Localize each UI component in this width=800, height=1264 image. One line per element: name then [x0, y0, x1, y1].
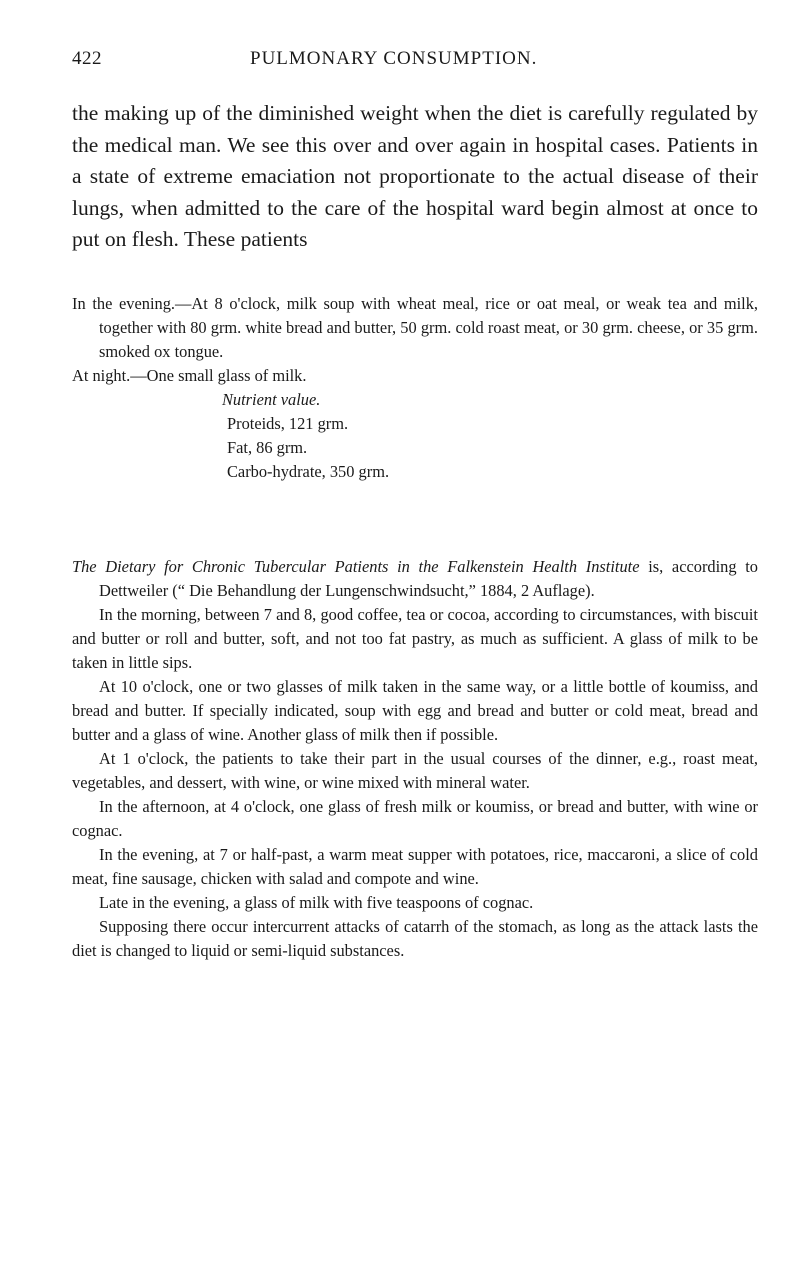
nutrient-row-carbohydrate: Carbo-hydrate, 350 grm. — [227, 462, 390, 481]
evening-text: —At 8 o'clock, milk soup with wheat meal, rice or oat meal, or weak tea and milk, together with 80 grm. white bread and butter, 50 grm. cold roast meat, or 30 grm. cheese, or 35 grm. smoked ox tongue. — [99, 294, 758, 361]
schedule-afternoon: In the afternoon, at 4 o'clock, one glass of fresh milk or koumiss, or bread and butter, with wine or cognac. — [72, 797, 758, 840]
running-title: PULMONARY CONSUMPTION. — [250, 48, 538, 69]
falkenstein-dietary — [72, 555, 758, 963]
nutrient-row-fat: Fat, 86 grm. — [227, 438, 308, 457]
night-entry — [72, 364, 758, 388]
night-label: At night. — [72, 366, 131, 385]
falkenstein-title: The Dietary for Chronic Tubercular Patients in the Falkenstein Health Institute — [72, 557, 640, 576]
nutrient-row-proteids: Proteids, 121 grm. — [227, 414, 349, 433]
schedule-morning: In the morning, between 7 and 8, good coffee, tea or cocoa, according to circumstances, with biscuit and butter or roll and butter, soft, and not too fat pastry, as much as sufficient. A glass of milk to be taken in little sips. — [72, 605, 758, 672]
page-number: 422 — [72, 48, 102, 69]
falkenstein-intro — [72, 555, 758, 603]
hospital-diet-list — [72, 292, 758, 484]
night-text: —One small glass of milk. — [130, 366, 307, 385]
schedule-1-oclock: At 1 o'clock, the patients to take their part in the usual courses of the dinner, e.g., roast meat, vegetables, and dessert, with wine, or wine mixed with mineral water. — [72, 749, 758, 792]
falkenstein-source: is, according to Dettweiler (“ Die Behandlung der Lungenschwindsucht,” 1884, 2 Auflage). — [99, 557, 758, 600]
schedule-catarrh-note: Supposing there occur intercurrent attacks of catarrh of the stomach, as long as the attack lasts the diet is changed to liquid or semi-liquid substances. — [72, 917, 758, 960]
intro-paragraph: the making up of the diminished weight when the diet is carefully regulated by the medical man. We see this over and over again in hospital cases. Patients in a state of extreme emaciation not proportionate to the actual disease of their lungs, when admitted to the care of the hospital ward begin almost at once to put on flesh. These patients — [72, 101, 758, 251]
intro-text — [72, 98, 758, 256]
evening-entry — [72, 292, 758, 364]
schedule-evening: In the evening, at 7 or half-past, a warm meat supper with potatoes, rice, maccaroni, a slice of cold meat, fine sausage, chicken with salad and compote and wine. — [72, 845, 758, 888]
schedule-late-evening: Late in the evening, a glass of milk with five teaspoons of cognac. — [99, 893, 534, 912]
running-head — [72, 48, 758, 76]
nutrient-value-block — [72, 388, 758, 484]
schedule-10-oclock: At 10 o'clock, one or two glasses of milk taken in the same way, or a little bottle of koumiss, and bread and butter. If specially indicated, soup with egg and bread and butter or cold meat, bread and butter and a glass of wine. Another glass of milk then if possible. — [72, 677, 758, 744]
evening-label: In the evening. — [72, 294, 175, 313]
nutrient-value-heading: Nutrient value. — [222, 390, 321, 409]
